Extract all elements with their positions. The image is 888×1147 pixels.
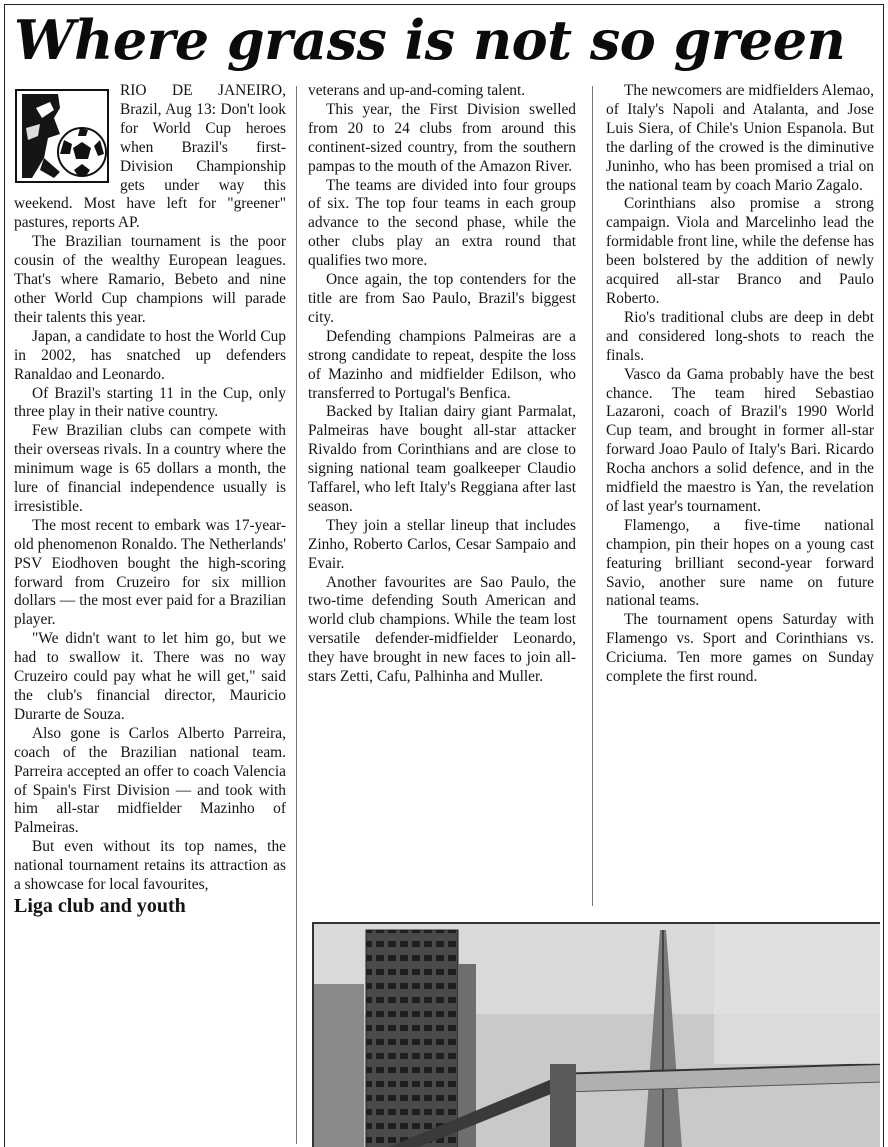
article-paragraph: Japan, a candidate to host the World Cup in 2002, has snatched up defenders Ranaldao and Leonardo. [14,327,286,383]
article-paragraph: The Brazilian tournament is the poor cousin of the wealthy European leagues. That's where Ramario, Bebeto and nine other World Cup champions will parade their talents this year. [14,233,286,326]
article-paragraph: But even without its top names, the national tournament retains its attraction as a showcase for local favourites, [14,838,286,894]
article-paragraph: The newcomers are midfielders Alemao, of Italy's Napoli and Atalanta, and Jose Luis Siera, of Chile's Union Espanola. But the darling of the crowed is the diminutive Juninho, who has been promised a trial on the national team by coach Mario Zagalo. [606,82,874,194]
article-paragraph: Flamengo, a five-time national champion, pin their hopes on a young cast featuring brilliant second-year forward Savio, another sure name on future national teams. [606,516,874,610]
article-paragraph: Rio's traditional clubs are deep in debt and considered long-shots to reach the finals. [606,308,874,364]
article-column-1 [14,82,286,1144]
headline: Where grass is not so green [14,8,846,72]
article-paragraph: Another favourites are Sao Paulo, the two-time defending South American and world club champions. While the team lost versatile defender-midfielder Leonardo, they have brought in new faces to join all-stars Zetti, Cafu, Palhinha and Muller. [308,573,576,686]
article-paragraph: veterans and up-and-coming talent. [308,82,526,99]
article-paragraph: The most recent to embark was 17-year-old phenomenon Ronaldo. The Netherlands' PSV Eiodhoven bought the high-scoring forward from Cruzeiro for six million dollars — the most ever paid for a Brazilian player. [14,516,286,629]
article-paragraph: Of Brazil's starting 11 in the Cup, only three play in their native country. [14,384,286,421]
column-rule [296,86,297,1144]
article-paragraph: "We didn't want to let him go, but we had to swallow it. There was no way Cruzeiro could pay what he will get," said the club's financial director, Mauricio Durarte de Souza. [14,630,286,723]
article-paragraph: Also gone is Carlos Alberto Parreira, coach of the Brazilian national team. Parreira accepted an offer to coach Valencia of Spain's First Division — and took with him all-star midfielder Mazinho of Palmeiras. [14,724,286,837]
article-paragraph: The teams are divided into four groups of six. The top four teams in each group advance to the second phase, while the other clubs play an extra round that qualifies two more. [308,176,576,270]
article-paragraph: The tournament opens Saturday with Flamengo vs. Sport and Corinthians vs. Criciuma. Ten more games on Sunday complete the first round. [606,611,874,686]
article-column-3 [606,82,874,906]
article-paragraph: RIO DE JANEIRO, Brazil, Aug 13: Don't look for World Cup heroes when Brazil's first-Division Championship gets under way this weekend. Most have left for "greener" pastures, reports AP. [14,82,286,232]
article-paragraph: They join a stellar lineup that includes Zinho, Roberto Carlos, Cesar Sampaio and Evair. [308,516,576,572]
article-paragraph: Backed by Italian dairy giant Parmalat, Palmeiras have bought all-star attacker Rivaldo from Corinthians and are close to signing national team goalkeeper Claudio Taffarel, who left Italy's Reggiana after last season. [308,403,576,515]
cut-off-line: Liga club and youth [14,894,186,917]
article-paragraph: This year, the First Division swelled from 20 to 24 clubs from around this continent-sized country, from the southern pampas to the mouth of the Amazon River. [308,100,576,175]
article-paragraph: Vasco da Gama probably have the best chance. The team hired Sebastiao Lazaroni, coach of Brazil's 1990 World Cup team, and brought in former all-star forward Joao Paulo of Italy's Bari. Ricardo Rocha anchors a solid defence, and in the midfield the maestro is Yan, the revelation of last year's tournament. [606,365,874,515]
stadium-photo [312,922,880,1147]
article-column-2 [308,82,576,906]
column-rule [592,86,593,906]
article-paragraph: Once again, the top contenders for the title are from Sao Paulo, Brazil's biggest city. [308,271,576,326]
article-paragraph: Defending champions Palmeiras are a strong candidate to repeat, despite the loss of Mazinho and midfielder Edilson, who transferred to Portugal's Benfica. [308,327,576,402]
article-paragraph: Few Brazilian clubs can compete with their overseas rivals. In a country where the minimum wage is 65 dollars a month, the lure of financial independence usually is irresistible. [14,422,286,515]
football-player-icon [14,88,110,184]
article-paragraph: Corinthians also promise a strong campaign. Viola and Marcelinho lead the formidable front line, while the defense has been bolstered by the addition of newly acquired all-star Branco and Paulo Roberto. [606,195,874,307]
